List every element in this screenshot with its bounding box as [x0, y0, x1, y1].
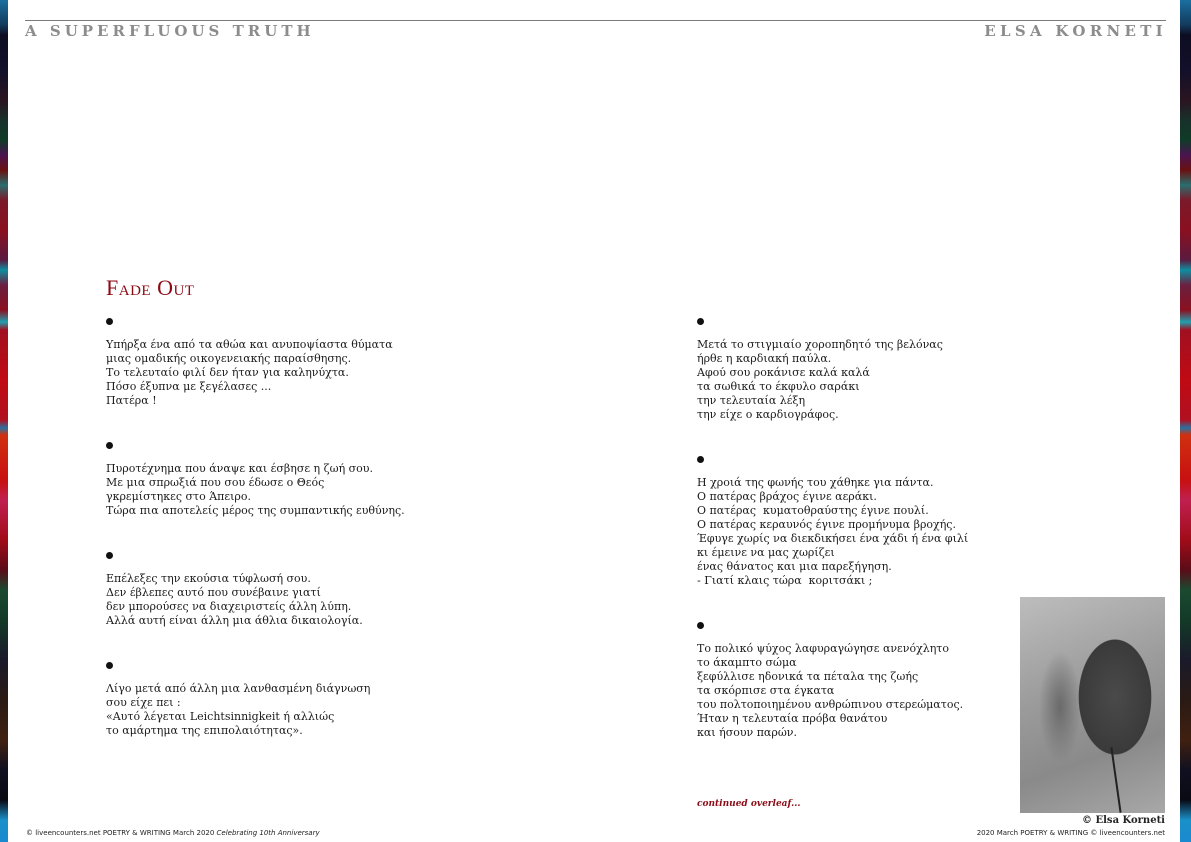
poem-line: Πόσο έξυπνα με ξεγέλασες ...	[106, 380, 272, 393]
poem-line: Έφυγε χωρίς να διεκδικήσει ένα χάδι ή ένα φιλί	[697, 532, 969, 545]
footer-left-text: © liveencounters.net POETRY & WRITING March 2020	[26, 829, 217, 837]
poem-line: τα σκόρπισε στα έγκατα	[697, 684, 835, 697]
poem-line: Μετά το στιγμιαίο χοροπηδητό της βελόνας	[697, 338, 943, 351]
poem-line: Με μια σπρωξιά που σου έδωσε ο Θεός	[106, 476, 325, 489]
stanza	[697, 456, 968, 588]
poem-line: Ο πατέρας κεραυνός έγινε προμήνυμα βροχής.	[697, 518, 956, 531]
bullet-icon	[106, 318, 113, 325]
poem-line: Αφού σου ροκάνισε καλά καλά	[697, 366, 870, 379]
poem-line: «Αυτό λέγεται Leichtsinnigkeit ή αλλιώς	[106, 710, 335, 723]
photo-caption: © Elsa Korneti	[1082, 815, 1165, 826]
poem-line: Η χροιά της φωνής του χάθηκε για πάντα.	[697, 476, 934, 489]
footer-left	[26, 829, 320, 837]
bullet-icon	[697, 622, 704, 629]
stanza-gap	[106, 518, 405, 552]
decorative-edge-left	[0, 0, 8, 842]
poem-line: τα σωθικά το έκφυλο σαράκι	[697, 380, 860, 393]
poem-line: δεν μπορούσες να διαχειριστείς άλλη λύπη.	[106, 600, 352, 613]
poem-line: ήρθε η καρδιακή παύλα.	[697, 352, 832, 365]
stanza	[697, 318, 968, 422]
poem-title: Fade Out	[106, 275, 195, 300]
poem-line: το αμάρτημα της επιπολαιότητας».	[106, 724, 303, 737]
poem-line: Πατέρα !	[106, 394, 157, 407]
poem-line: του πολτοποιημένου ανθρώπινου στερεώματος.	[697, 698, 964, 711]
poem-line: Υπήρξα ένα από τα αθώα και ανυποψίαστα θύματα	[106, 338, 393, 351]
poem-line: Ο πατέρας βράχος έγινε αεράκι.	[697, 490, 877, 503]
butterfly-photo	[1020, 597, 1165, 813]
decorative-edge-right	[1180, 0, 1191, 842]
poem-line: - Γιατί κλαις τώρα κοριτσάκι ;	[697, 574, 873, 587]
poem-line: και ήσουν παρών.	[697, 726, 797, 739]
stanza-gap	[106, 628, 405, 662]
author-name: ELSA KORNETI	[984, 22, 1167, 40]
poem-line: ένας θάνατος και μια παρεξήγηση.	[697, 560, 892, 573]
poem-line: Ήταν η τελευταία πρόβα θανάτου	[697, 712, 888, 725]
section-title: A SUPERFLUOUS TRUTH	[25, 22, 315, 40]
header-rule	[25, 20, 1166, 21]
bullet-icon	[697, 318, 704, 325]
poem-line: Αλλά αυτή είναι άλλη μια άθλια δικαιολογία.	[106, 614, 363, 627]
poem-left-column	[106, 318, 405, 738]
bullet-icon	[106, 552, 113, 559]
stanza-gap	[697, 588, 968, 622]
stanza	[106, 442, 405, 518]
poem-line: Επέλεξες την εκούσια τύφλωσή σου.	[106, 572, 311, 585]
poem-line: Τώρα πια αποτελείς μέρος της συμπαντικής ευθύνης.	[106, 504, 405, 517]
stanza	[106, 662, 405, 738]
footer-anniversary: Celebrating 10th Anniversary	[216, 829, 320, 837]
bullet-icon	[697, 456, 704, 463]
poem-line: ξεφύλλισε ηδονικά τα πέταλα της ζωής	[697, 670, 919, 683]
poem-line: γκρεμίστηκες στο Άπειρο.	[106, 490, 251, 503]
stanza-gap	[106, 408, 405, 442]
poem-line: Ο πατέρας κυματοθραύστης έγινε πουλί.	[697, 504, 929, 517]
poem-line: σου είχε πει :	[106, 696, 181, 709]
poem-line: Το τελευταίο φιλί δεν ήταν για καληνύχτα.	[106, 366, 349, 379]
stanza	[106, 552, 405, 628]
poem-line: την τελευταία λέξη	[697, 394, 806, 407]
bullet-icon	[106, 662, 113, 669]
poem-line: Πυροτέχνημα που άναψε και έσβησε η ζωή σου.	[106, 462, 373, 475]
poem-line: το άκαμπτο σώμα	[697, 656, 797, 669]
continued-overleaf: continued overleaf...	[697, 799, 801, 809]
poem-line: Το πολικό ψύχος λαφυραγώγησε ανενόχλητο	[697, 642, 950, 655]
poem-line: Δεν έβλεπες αυτό που συνέβαινε γιατί	[106, 586, 321, 599]
stanza-gap	[697, 422, 968, 456]
poem-line: κι έμεινε να μας χωρίζει	[697, 546, 835, 559]
poem-line: Λίγο μετά από άλλη μια λανθασμένη διάγνωση	[106, 682, 371, 695]
bullet-icon	[106, 442, 113, 449]
poem-right-column	[697, 318, 968, 740]
poem-line: μιας ομαδικής οικογενειακής παραίσθησης.	[106, 352, 352, 365]
stanza	[697, 622, 968, 740]
stanza	[106, 318, 405, 408]
poem-line: την είχε ο καρδιογράφος.	[697, 408, 839, 421]
footer-right: 2020 March POETRY & WRITING © liveencounters.net	[976, 829, 1165, 837]
